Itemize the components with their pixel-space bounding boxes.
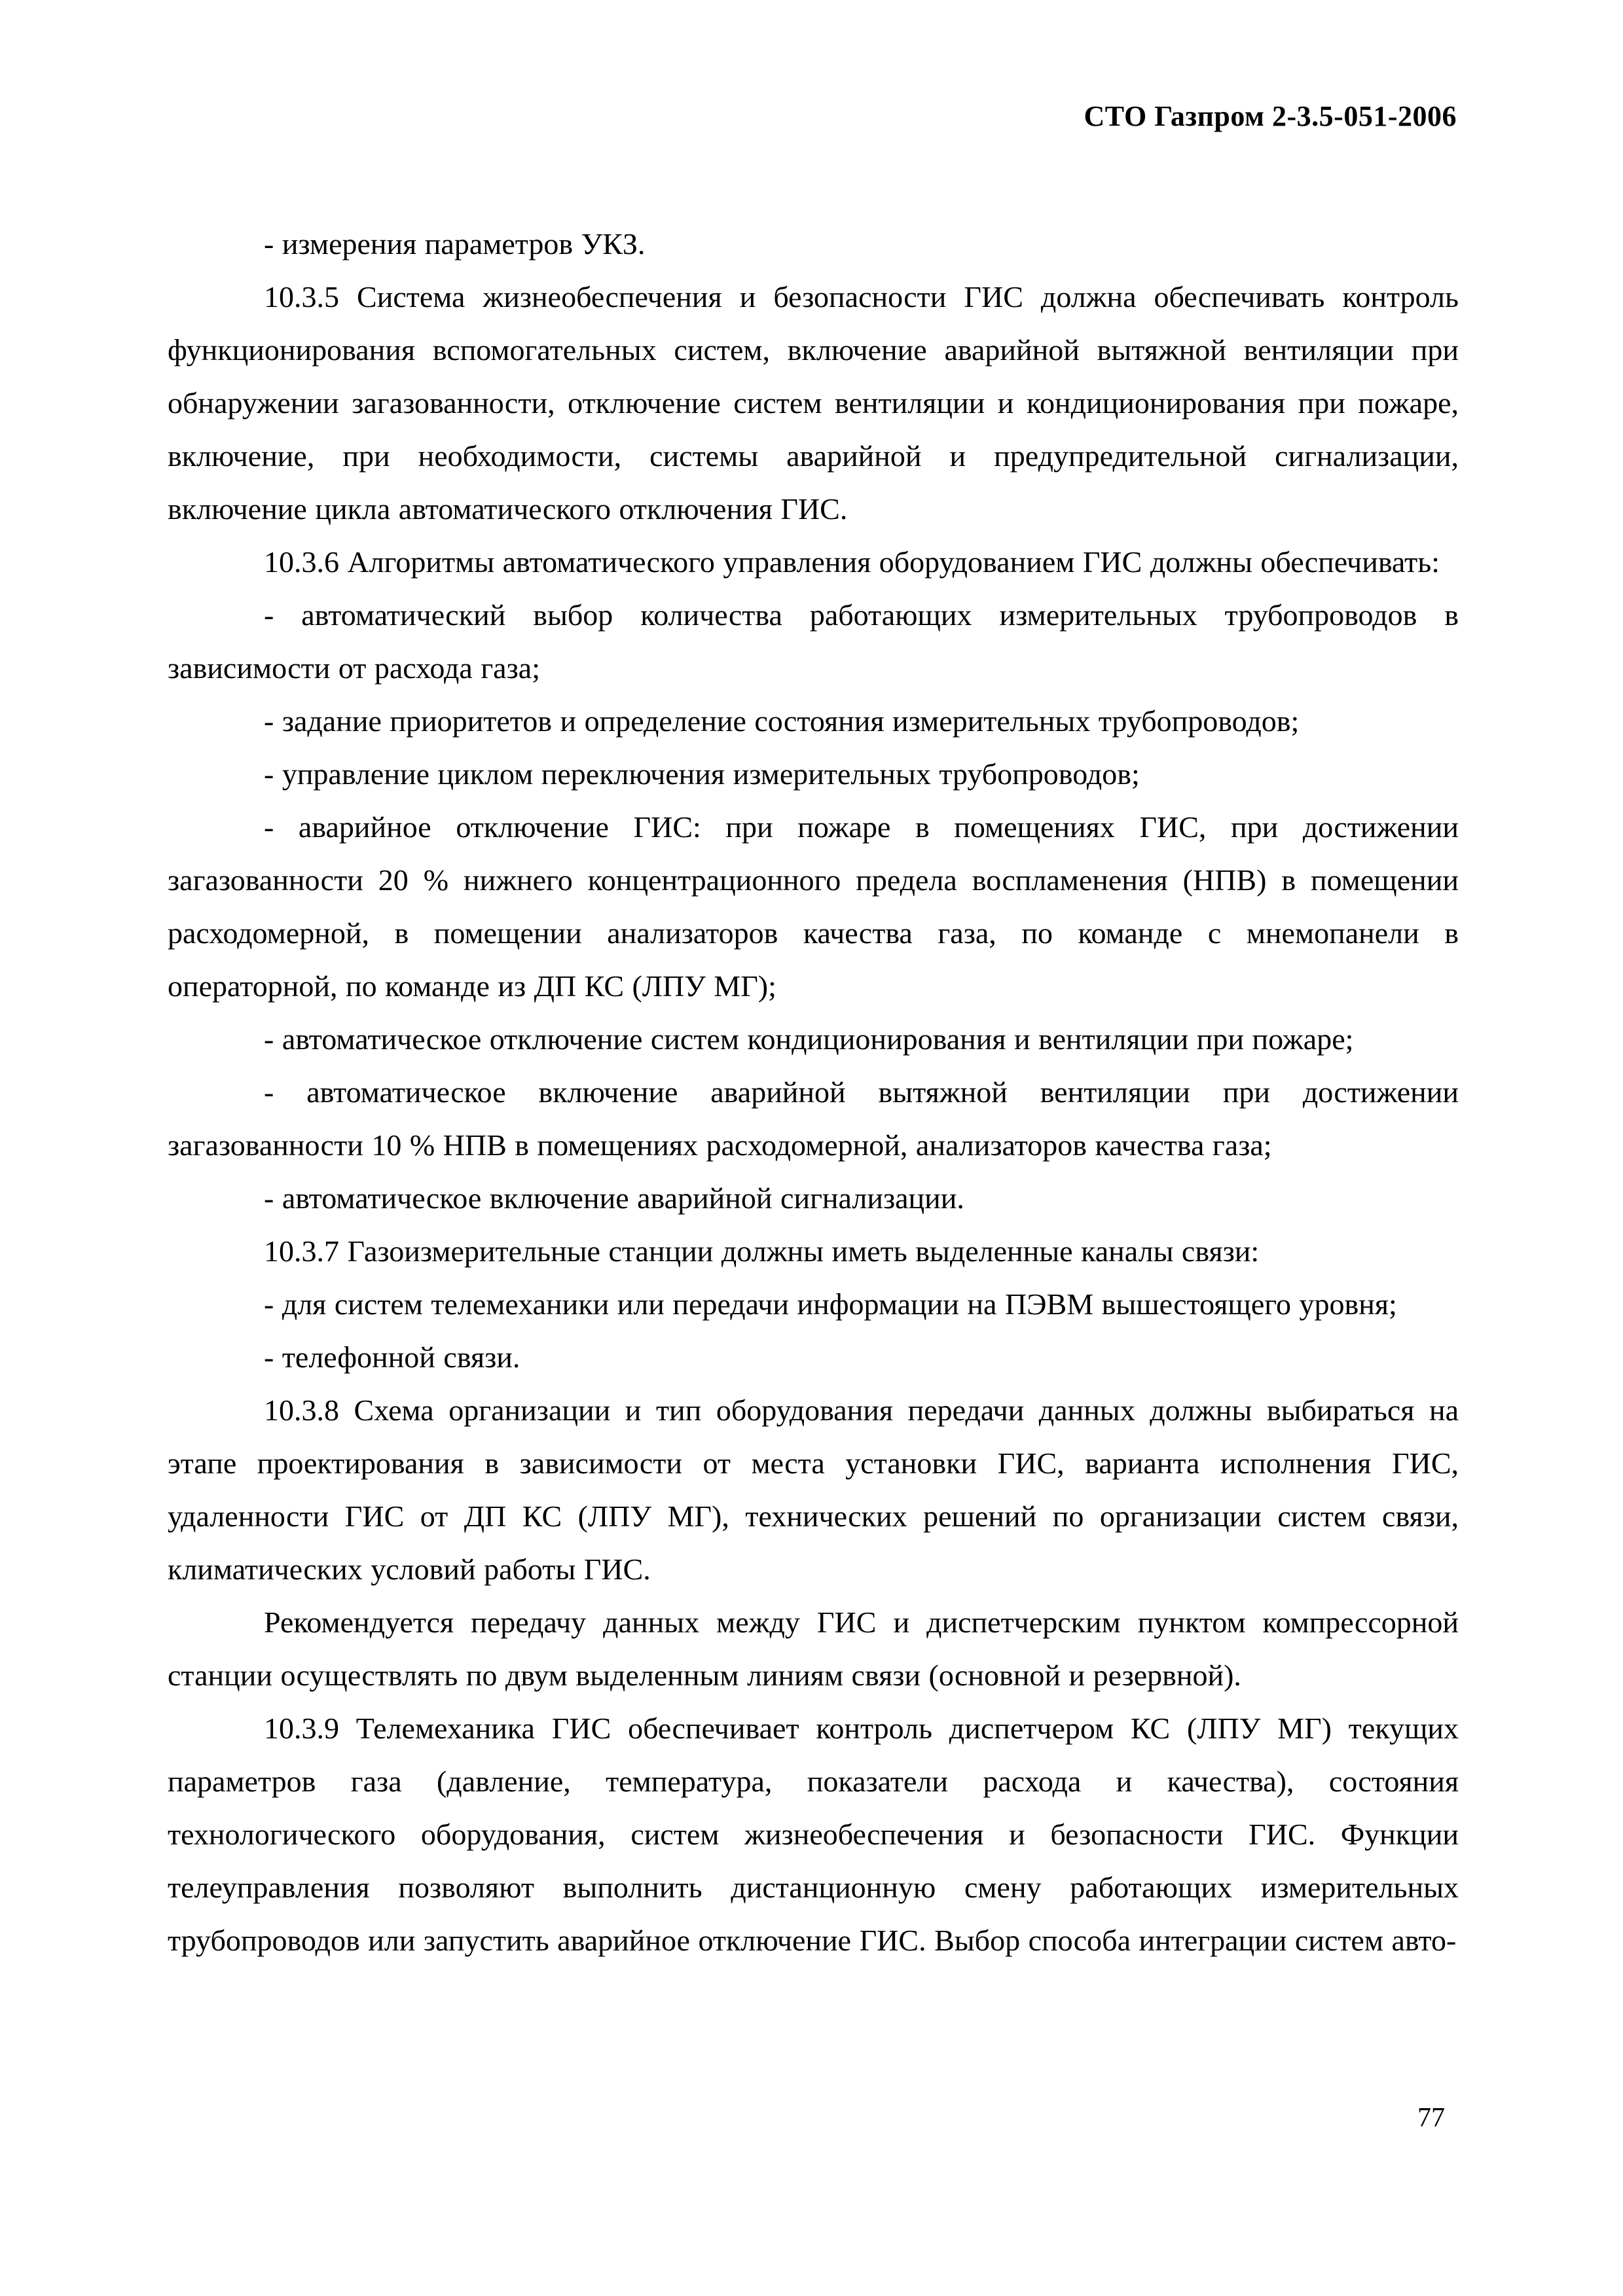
paragraph: - измерения параметров УКЗ. <box>264 227 646 260</box>
paragraph: - автоматическое включение аварийной вытяжной вентиляции при достижении загазованности 10 % НПВ в помещениях расходомерной, анализаторов качества газа; <box>168 1075 1459 1162</box>
paragraph: 10.3.6 Алгоритмы автоматического управления оборудованием ГИС должны обеспечивать: <box>264 545 1440 579</box>
paragraph: - управление циклом переключения измерительных трубопроводов; <box>264 757 1140 791</box>
paragraph: 10.3.8 Схема организации и тип оборудования передачи данных должны выбираться на этапе проектирования в зависимости от места установки ГИС, варианта исполнения ГИС, удаленности ГИС от ДП КС (ЛПУ МГ), технических решений по организации систем связи, климатических условий работы ГИС. <box>168 1393 1459 1586</box>
document-body <box>168 217 1459 1967</box>
paragraph: - телефонной связи. <box>264 1340 520 1374</box>
document-code-header: СТО Газпром 2-3.5-051-2006 <box>1084 100 1457 132</box>
paragraph: - автоматический выбор количества работающих измерительных трубопроводов в зависимости от расхода газа; <box>168 598 1459 685</box>
page-number: 77 <box>1417 2103 1445 2133</box>
paragraph: - аварийное отключение ГИС: при пожаре в помещениях ГИС, при достижении загазованности 20 % нижнего концентрационного предела воспламенения (НПВ) в помещении расходомерной, в помещении анализаторов качества газа, по команде с мнемопанели в операторной, по команде из ДП КС (ЛПУ МГ); <box>168 810 1459 1003</box>
paragraph: 10.3.7 Газоизмерительные станции должны иметь выделенные каналы связи: <box>264 1234 1260 1268</box>
paragraph: 10.3.9 Телемеханика ГИС обеспечивает контроль диспетчером КС (ЛПУ МГ) текущих параметров газа (давление, температура, показатели расхода и качества), состояния технологического оборудования, систем жизнеобеспечения и безопасности ГИС. Функции телеуправления позволяют выполнить дистанционную смену работающих измерительных трубопроводов или запустить аварийное отключение ГИС. Выбор способа интеграции систем авто- <box>168 1712 1459 1957</box>
paragraph: - для систем телемеханики или передачи информации на ПЭВМ вышестоящего уровня; <box>264 1287 1397 1321</box>
paragraph: - автоматическое включение аварийной сигнализации. <box>264 1181 964 1215</box>
paragraph: Рекомендуется передачу данных между ГИС и диспетчерским пунктом компрессорной станции осуществлять по двум выделенным линиям связи (основной и резервной). <box>168 1605 1459 1692</box>
paragraph: - задание приоритетов и определение состояния измерительных трубопроводов; <box>264 704 1300 738</box>
paragraph: - автоматическое отключение систем кондиционирования и вентиляции при пожаре; <box>264 1022 1354 1056</box>
paragraph: 10.3.5 Система жизнеобеспечения и безопасности ГИС должна обеспечивать контроль функционирования вспомогательных систем, включение аварийной вытяжной вентиляции при обнаружении загазованности, отключение систем вентиляции и кондиционирования при пожаре, включение, при необходимости, системы аварийной и предупредительной сигнализации, включение цикла автоматического отключения ГИС. <box>168 280 1459 526</box>
